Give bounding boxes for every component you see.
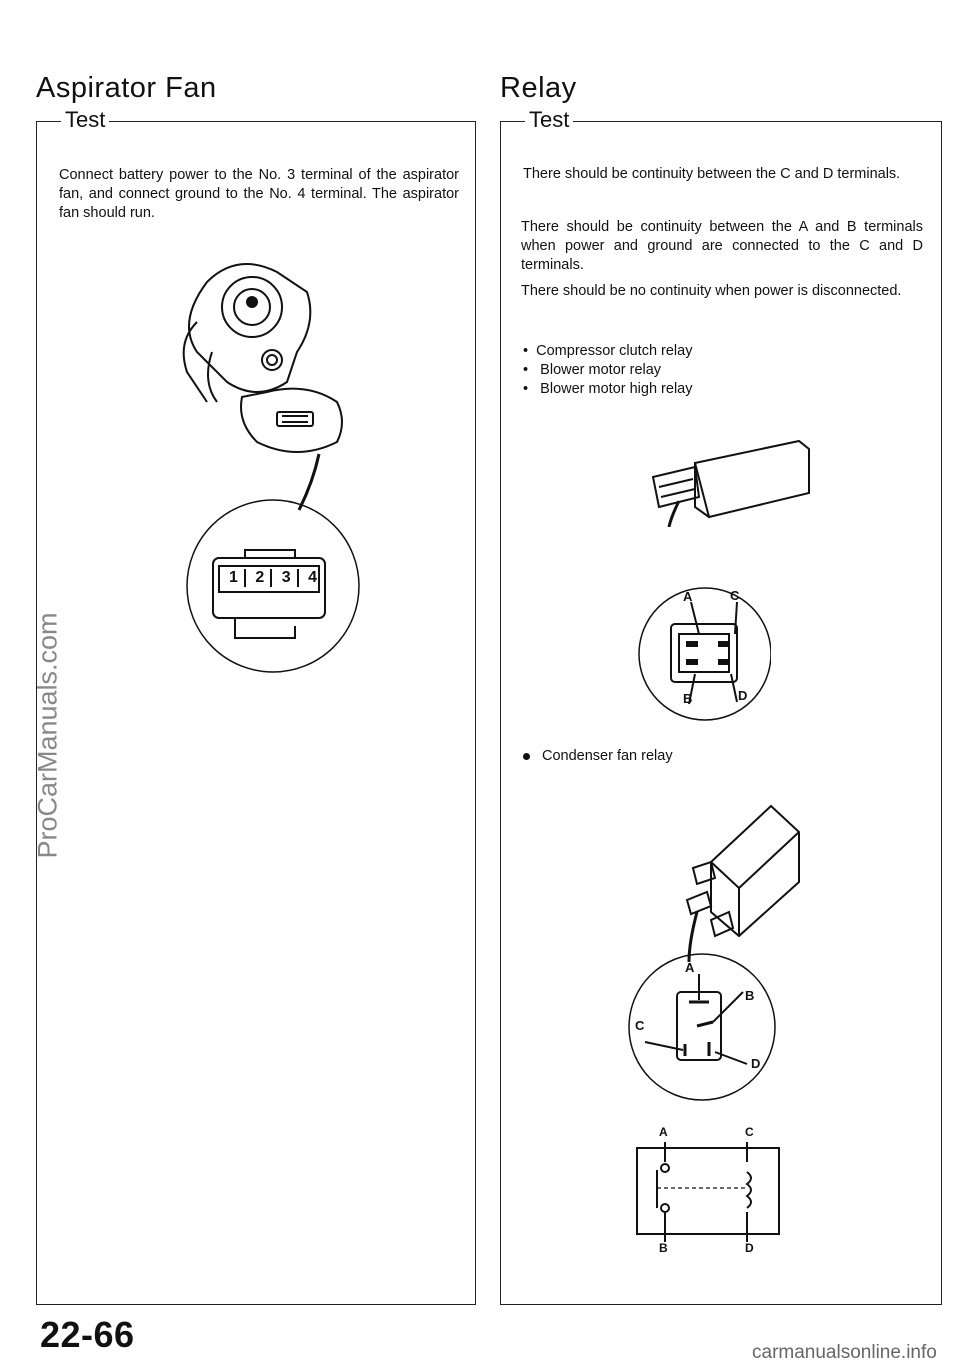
schematic-label-a: A [659,1125,668,1139]
relay-para-1: There should be continuity between the C and D terminals. [523,166,901,182]
list-item: • Blower motor high relay [523,381,693,397]
schematic-label-d: D [745,1241,754,1255]
aspirator-instructions: Connect battery power to the No. 3 terminal of the aspirator fan, and connect ground to the No. 4 terminal. The aspirator fan should run. [59,167,459,221]
relay-illustration-1 [649,437,811,527]
relay-para-3: There should be no continuity when power is disconnected. [521,283,902,299]
relay-list [523,342,693,399]
footer-url: carmanualsonline.info [752,1342,937,1363]
pin-4: 4 [308,569,317,586]
schematic-label-b: B [659,1241,668,1255]
relay-schematic [635,1142,781,1242]
condenser-relay-label: Condenser fan relay [523,748,673,764]
connector-pin-labels [223,569,323,587]
aspirator-fan-illustration [167,252,367,482]
relay1-label-d: D [738,688,748,703]
relay1-label-c: C [730,588,740,603]
relay1-label-b: B [683,691,693,706]
relay1-label-a: A [683,589,693,604]
pin-1: 1 [223,569,246,587]
right-test-box [500,107,942,1305]
relay-detail-circle-2 [627,952,777,1102]
relay-para-2: There should be continuity between the A and B terminals when power and ground are connected to the C and D terminals. [521,219,923,273]
right-box-title: Test [525,107,573,133]
list-item: • Compressor clutch relay [523,343,693,359]
relay2-label-b: B [745,988,755,1003]
list-item: • Blower motor relay [523,362,662,378]
relay-illustration-2 [681,802,807,962]
left-box-title: Test [61,107,109,133]
left-heading: Aspirator Fan [36,72,217,104]
pin-3: 3 [276,569,299,587]
right-heading: Relay [500,72,577,104]
page-number: 22-66 [40,1314,135,1355]
relay2-label-a: A [685,960,695,975]
left-test-box [36,107,476,1305]
relay2-label-c: C [635,1018,645,1033]
relay-detail-circle-1 [637,582,771,726]
schematic-label-c: C [745,1125,754,1139]
relay2-label-d: D [751,1056,761,1071]
watermark: ProCarManuals.com [32,612,63,859]
pin-2: 2 [249,569,272,587]
